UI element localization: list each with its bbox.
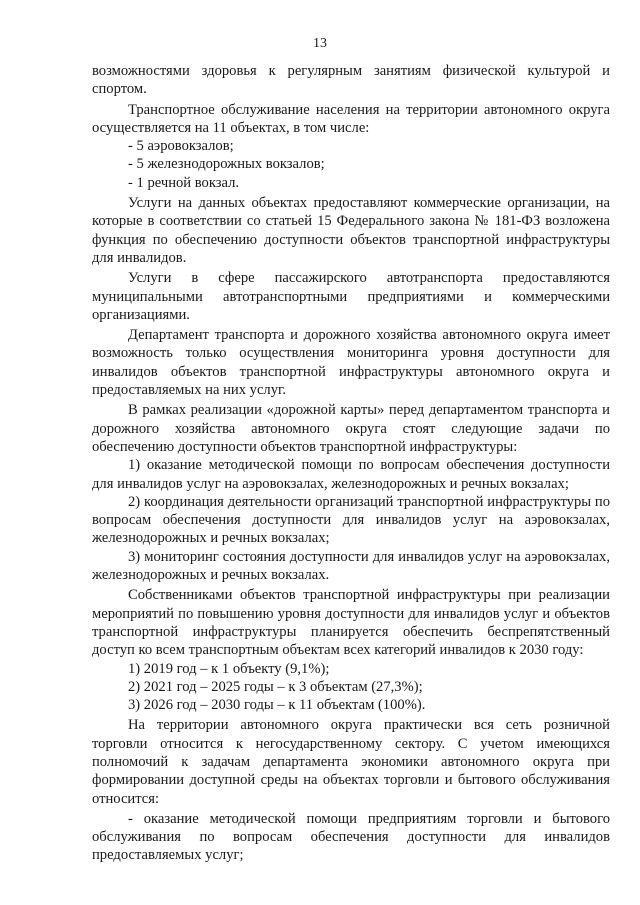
list-item: - 1 речной вокзал. — [128, 174, 240, 191]
list-item: 1) 2019 год – к 1 объекту (9,1%); — [128, 660, 330, 677]
page-number: 13 — [313, 36, 327, 51]
paragraph: возможностями здоровья к регулярным занятиям физической культурой и спортом. — [92, 63, 610, 98]
list-item: 3) 2026 год – 2030 годы – к 11 объектам (100%). — [128, 697, 426, 714]
list-item: 2) координация деятельности организаций транспортной инфраструктуры по вопросам обеспечения доступности для инвалидов услуг на аэровокзалах, железнодорожных и речных вокзалах; — [92, 493, 610, 547]
paragraph: Собственниками объектов транспортной инфраструктуры при реализации мероприятий по повышению уровня доступности для инвалидов услуг и объектов транспортной инфраструктуры планируется обеспечить беспрепятственный доступ ко всем транспортным объектам всех категорий инвалидов к 2030 году: — [92, 587, 610, 659]
paragraph: Департамент транспорта и дорожного хозяйства автономного округа имеет возможность только осуществления мониторинга уровня доступности для инвалидов объектов транспортной инфраструктуры автономного округа и предоставляемых на них услуг. — [92, 327, 610, 399]
list-item: 2) 2021 год – 2025 годы – к 3 объектам (27,3%); — [128, 678, 423, 695]
list-item: - 5 аэровокзалов; — [128, 138, 234, 155]
list-item: 1) оказание методической помощи по вопросам обеспечения доступности для инвалидов услуг на аэровокзалах, железнодорожных и речных вокзалах; — [92, 457, 610, 492]
paragraph: На территории автономного округа практически вся сеть розничной торговли относится к негосударственному сектору. С учетом имеющихся полномочий к задачам департамента экономики автономного округа при формировании доступной среды на объектах торговли и бытового обслуживания относится: — [92, 717, 610, 807]
paragraph: Услуги на данных объектах предоставляют коммерческие организации, на которые в соответствии со статьей 15 Федерального закона № 181-ФЗ возложена функция по обеспечению доступности объектов транспортной инфраструктуры для инвалидов. — [92, 195, 610, 266]
list-item: - оказание методической помощи предприятиям торговли и бытового обслуживания по вопросам обеспечения доступности для инвалидов предоставляемых услуг; — [92, 810, 610, 864]
list-item: - 5 железнодорожных вокзалов; — [128, 156, 325, 173]
list-item: 3) мониторинг состояния доступности для инвалидов услуг на аэровокзалах, железнодорожных и речных вокзалах. — [92, 548, 610, 584]
paragraph: Транспортное обслуживание населения на территории автономного округа осуществляется на 11 объектах, в том числе: — [92, 101, 610, 136]
paragraph: Услуги в сфере пассажирского автотранспорта предоставляются муниципальными автотранспортными предприятиями и коммерческими организациями. — [92, 270, 610, 323]
document-body — [92, 62, 610, 865]
paragraph: В рамках реализации «дорожной карты» перед департаментом транспорта и дорожного хозяйства автономного округа стоят следующие задачи по обеспечению доступности объектов транспортной инфраструктуры: — [92, 402, 610, 455]
